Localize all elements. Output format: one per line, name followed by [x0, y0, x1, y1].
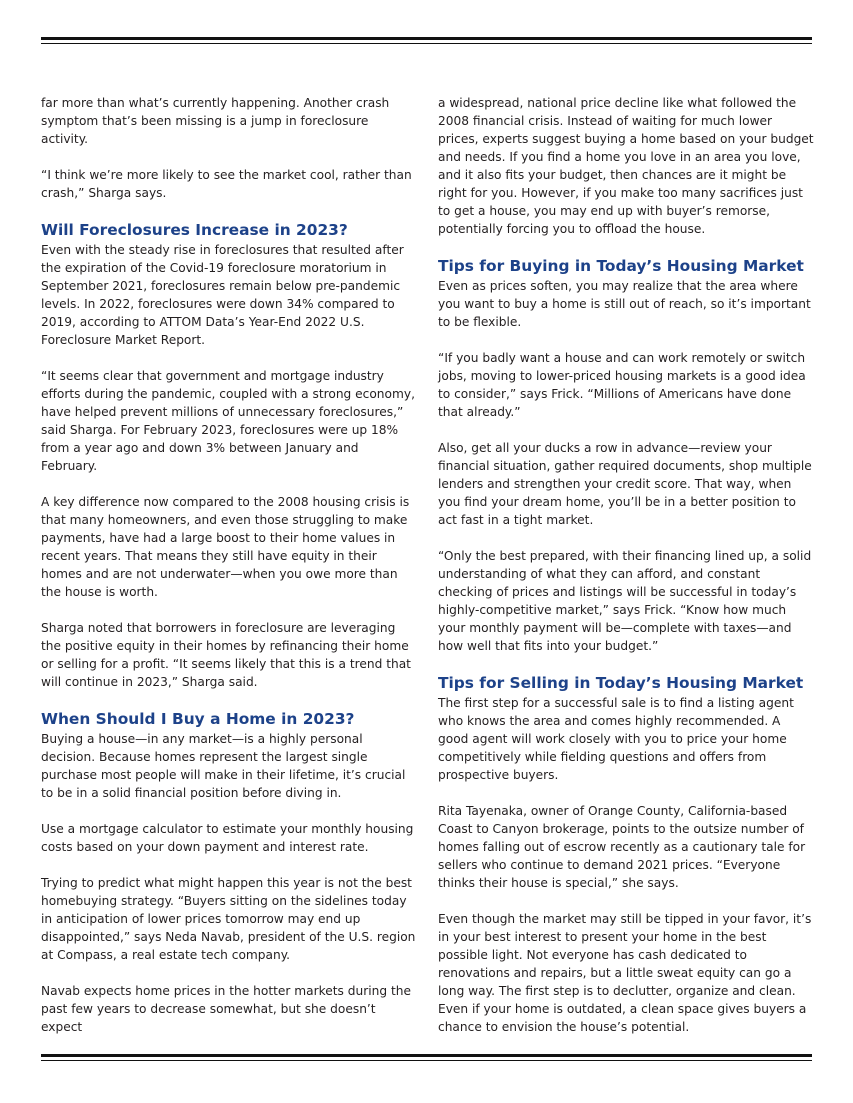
- paragraph: “It seems clear that government and mortgage industry efforts during the pandemic, coupled with a strong economy, have helped prevent millions of unnecessary foreclosures,” said Sharga. For February 2023, foreclosures were up 18% from a year ago and down 3% between January and February.: [41, 369, 415, 473]
- heading-tips-buying: Tips for Buying in Today’s Housing Market: [438, 257, 804, 275]
- paragraph: a widespread, national price decline like what followed the 2008 financial crisis. Instead of waiting for much lower prices, experts suggest buying a home based on your budget and needs. If you find a home you love in an area you love, and it also fits your budget, then chances are it might be right for you. However, if you make too many sacrifices just to get a house, you may end up with buyer’s remorse, potentially forcing you to offload the house.: [438, 96, 814, 236]
- bottom-rule: [41, 1054, 812, 1061]
- paragraph: “If you badly want a house and can work remotely or switch jobs, moving to lower-priced housing markets is a good idea to consider,” says Frick. “Millions of Americans have done that already.”: [438, 351, 806, 419]
- paragraph: Rita Tayenaka, owner of Orange County, California-based Coast to Canyon brokerage, points to the outsize number of homes falling out of escrow recently as a cautionary tale for sellers who continue to demand 2021 prices. “Everyone thinks their house is special,” she says.: [438, 804, 806, 890]
- heading-when-buy: When Should I Buy a Home in 2023?: [41, 710, 355, 728]
- paragraph: Buying a house—in any market—is a highly personal decision. Because homes represent the largest single purchase most people will make in their lifetime, it’s crucial to be in a solid financial position before diving in.: [41, 732, 406, 800]
- right-column: [438, 94, 814, 1036]
- paragraph: Use a mortgage calculator to estimate your monthly housing costs based on your down payment and interest rate.: [41, 822, 414, 854]
- paragraph: Sharga noted that borrowers in foreclosure are leveraging the positive equity in their homes by refinancing their home or selling for a profit. “It seems likely that this is a trend that will continue in 2023,” Sharga said.: [41, 621, 411, 689]
- heading-foreclosures: Will Foreclosures Increase in 2023?: [41, 221, 348, 239]
- paragraph: “I think we’re more likely to see the market cool, rather than crash,” Sharga says.: [41, 168, 412, 200]
- paragraph: Also, get all your ducks a row in advance—review your financial situation, gather required documents, shop multiple lenders and strengthen your credit score. That way, when you find your dream home, you’ll be in a better position to act fast in a tight market.: [438, 441, 812, 527]
- paragraph: Even as prices soften, you may realize that the area where you want to buy a home is still out of reach, so it’s important to be flexible.: [438, 279, 811, 329]
- heading-tips-selling: Tips for Selling in Today’s Housing Market: [438, 674, 804, 692]
- paragraph: Even though the market may still be tipped in your favor, it’s in your best interest to present your home in the best possible light. Not everyone has cash dedicated to renovations and repairs, but a little sweat equity can go a long way. The first step is to declutter, organize and clean. Even if your home is outdated, a clean space gives buyers a chance to envision the house’s potential.: [438, 912, 812, 1034]
- paragraph: “Only the best prepared, with their financing lined up, a solid understanding of what they can afford, and constant checking of prices and listings will be successful in today’s highly-competitive market,” says Frick. “Know how much your monthly payment will be—complete with taxes—and how well that fits into your budget.”: [438, 549, 812, 653]
- paragraph: The first step for a successful sale is to find a listing agent who knows the area and comes highly recommended. A good agent will work closely with you to price your home competitively while fielding questions and offers from prospective buyers.: [438, 696, 794, 782]
- left-column: [41, 94, 416, 1036]
- paragraph: Even with the steady rise in foreclosures that resulted after the expiration of the Covid-19 foreclosure moratorium in September 2021, foreclosures remain below pre-pandemic levels. In 2022, foreclosures were down 34% compared to 2019, according to ATTOM Data’s Year-End 2022 U.S. Foreclosure Market Report.: [41, 243, 404, 347]
- top-rule-thick: [41, 37, 812, 40]
- top-rule: [41, 37, 812, 44]
- top-rule-thin: [41, 43, 812, 44]
- bottom-rule-thick: [41, 1054, 812, 1057]
- paragraph: far more than what’s currently happening. Another crash symptom that’s been missing is a jump in foreclosure activity.: [41, 96, 390, 146]
- paragraph: Navab expects home prices in the hotter markets during the past few years to decrease somewhat, but she doesn’t expect: [41, 984, 411, 1034]
- paragraph: Trying to predict what might happen this year is not the best homebuying strategy. “Buyers sitting on the sidelines today in anticipation of lower prices tomorrow may end up disappointed,” says Neda Navab, president of the U.S. region at Compass, a real estate tech company.: [41, 876, 416, 962]
- bottom-rule-thin: [41, 1060, 812, 1061]
- paragraph: A key difference now compared to the 2008 housing crisis is that many homeowners, and even those struggling to make payments, have had a large boost to their home values in recent years. That means they still have equity in their homes and are not underwater—when you owe more than the house is worth.: [41, 495, 410, 599]
